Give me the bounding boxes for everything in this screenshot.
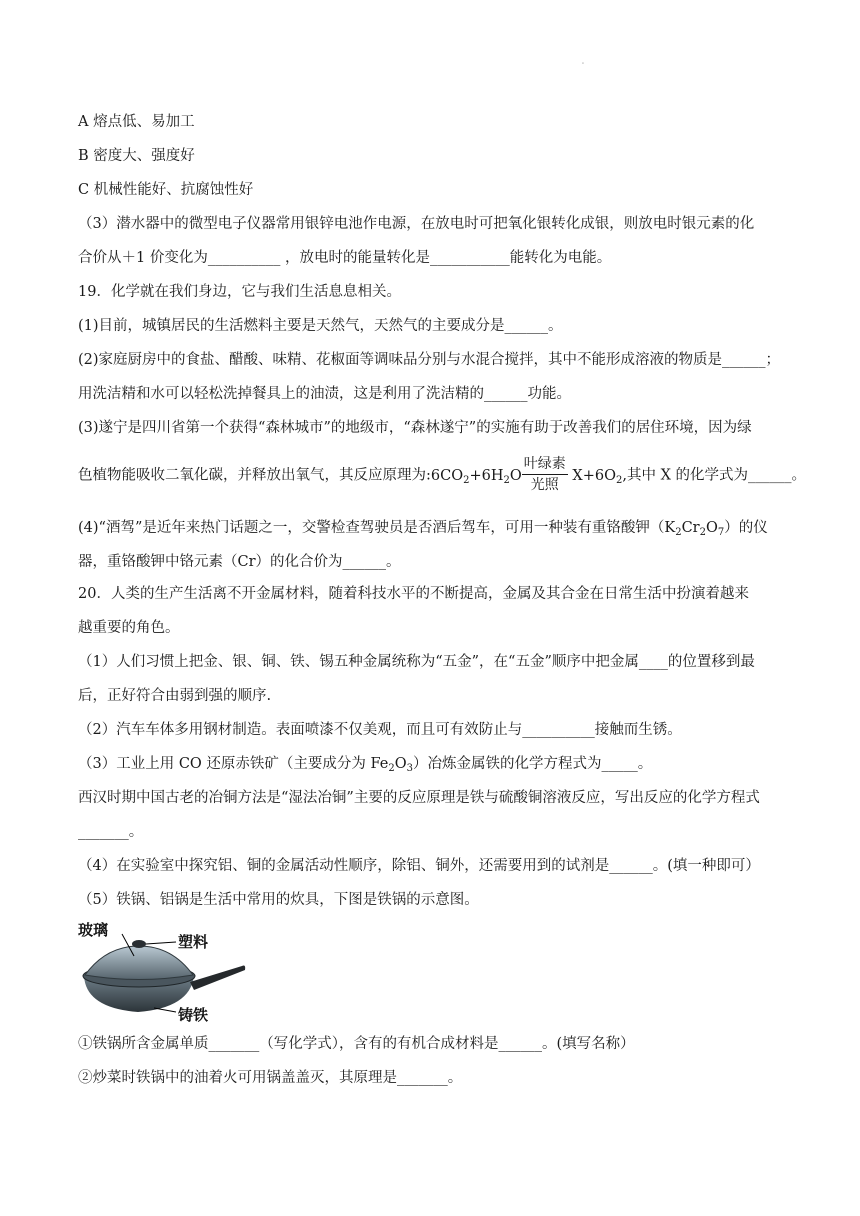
- label-plastic: 塑料: [178, 933, 209, 951]
- q19-stem: 19．化学就在我们身边，它与我们生活息息相关。: [78, 284, 401, 300]
- q20-sub2: ②炒菜时铁锅中的油着火可用锅盖盖灭，其原理是_______。: [78, 1070, 463, 1086]
- reaction-arrow-line: [522, 474, 568, 475]
- iron-pan-diagram: [76, 920, 248, 1026]
- option-b: B 密度大、强度好: [78, 148, 195, 164]
- q19-part4-line1: (4)“酒驾”是近年来热门话题之一，交警检查驾驶员是否酒后驾车，可用一种装有重铬酸钾$(K_2Cr_2O_7)$的仪: [78, 520, 768, 538]
- pan-handle: [190, 966, 245, 991]
- q19-part1: (1)目前，城镇居民的生活燃料主要是天然气，天然气的主要成分是______。: [78, 318, 563, 334]
- formula-h2o: $+6H_2O$: [469, 467, 522, 486]
- plastic-pointer-line: [146, 942, 176, 944]
- equation-question: ,其中 X 的化学式为______。: [622, 467, 807, 484]
- q20-stem-line2: 越重要的角色。: [78, 620, 180, 636]
- q18-part3-line1: （3）潜水器中的微型电子仪器常用银锌电池作电源，在放电时可把氧化银转化成银，则放电时银元素的化: [78, 216, 755, 232]
- q20-sub1: ①铁锅所含金属单质_______（写化学式），含有的有机合成材料是______。(填写名称）: [78, 1036, 635, 1052]
- q20-stem-line1: 20．人类的生产生活离不开金属材料，随着科技水平的不断提高，金属及其合金在日常生活中扮演着越来: [78, 586, 749, 602]
- q19-part2-line2: 用洗洁精和水可以轻松洗掉餐具上的油渍，这是利用了洗洁精的______功能。: [78, 386, 571, 402]
- lid-knob: [132, 940, 146, 948]
- q20-part1-line2: 后，正好符合由弱到强的顺序.: [78, 688, 272, 704]
- header-mark: ˈ: [582, 62, 584, 70]
- reaction-condition: [522, 455, 568, 494]
- q19-part3-equation-line: [78, 456, 806, 500]
- option-a: A 熔点低、易加工: [78, 114, 195, 130]
- q18-part3-line2: 合价从＋1 价变化为__________ ，放电时的能量转化是___________能转化为电能。: [78, 250, 612, 266]
- formula-co2: $6CO_2$: [430, 467, 470, 486]
- label-glass: 玻璃: [78, 921, 109, 939]
- equation-intro: 色植物能吸收二氧化碳，并释放出氧气，其反应原理为:: [78, 467, 431, 484]
- iron-pointer-line: [154, 1008, 176, 1012]
- q19-part2-line1: (2)家庭厨房中的食盐、醋酸、味精、花椒面等调味品分别与水混合搅拌，其中不能形成溶液的物质是______；: [78, 352, 781, 368]
- condition-chlorophyll: 叶绿素: [523, 456, 566, 472]
- equation-products: $X+6O_2$: [567, 467, 623, 486]
- q19-part3-line1: (3)遂宁是四川省第一个获得“森林城市”的地级市，“森林遂宁”的实施有助于改善我们的居住环境，因为绿: [78, 420, 752, 436]
- q20-part1-line1: （1）人们习惯上把金、银、铜、铁、锡五种金属统称为“五金”，在“五金”顺序中把金属____的位置移到最: [78, 654, 755, 670]
- q19-part4-line2: 器，重铬酸钾中铬元素（Cr）的化合价为______。: [78, 554, 401, 570]
- q20-part2: （2）汽车车体多用钢材制造。表面喷漆不仅美观，而且可有效防止与__________接触而生锈。: [78, 722, 682, 738]
- glass-lid: [85, 946, 193, 980]
- q20-part3-line2: 西汉时期中国古老的冶铜方法是“湿法冶铜”主要的反应原理是铁与硫酸铜溶液反应，写出反应的化学方程式: [78, 790, 760, 806]
- q20-part5: （5）铁锅、铝锅是生活中常用的炊具，下图是铁锅的示意图。: [78, 892, 479, 908]
- condition-light: 光照: [530, 477, 559, 493]
- q20-part3-line1: （3）工业上用 CO 还原赤铁矿（主要成分为 $Fe_2O_3$）冶炼金属铁的化学方程式为_____。: [78, 756, 653, 774]
- q20-part4: （4）在实验室中探究铝、铜的金属活动性顺序，除铝、铜外，还需要用到的试剂是______。(填一种即可）: [78, 858, 760, 874]
- q20-part3-line3: _______。: [78, 824, 144, 840]
- option-c: C 机械性能好、抗腐蚀性好: [78, 182, 254, 198]
- label-cast-iron: 铸铁: [178, 1006, 209, 1024]
